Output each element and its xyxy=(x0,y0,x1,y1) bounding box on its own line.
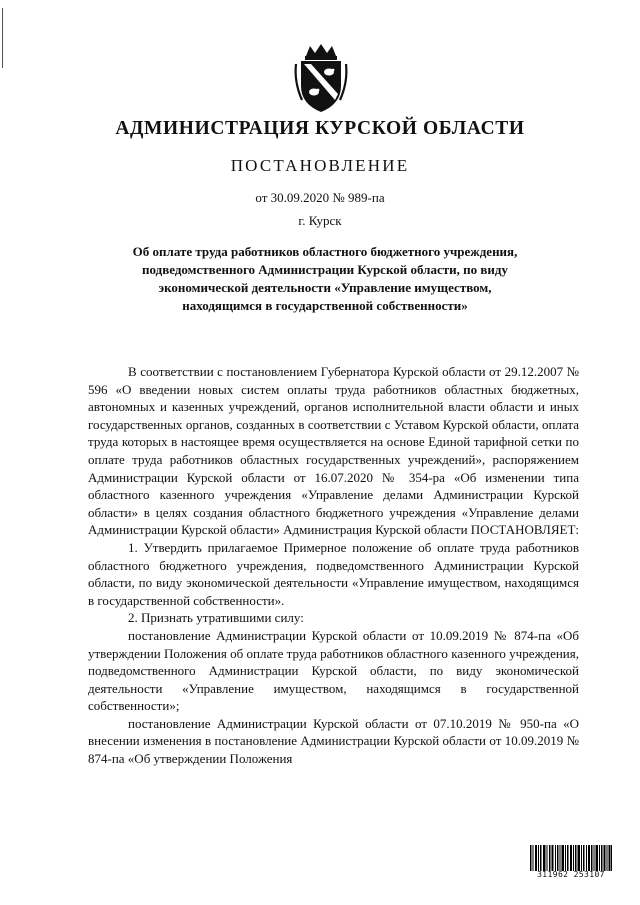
city: г. Курск xyxy=(298,213,342,228)
preamble-paragraph: В соответствии с постановлением Губернатора Курской области от 29.12.2007 № 596 «О введении новых систем оплаты труда работников областных бюджетных, автономных и казенных учреждений, органов исполнительной власти области и иных государственных органов, созданных в соответствии с Уставом Курской области, оплата труда которых в настоящее время осуществляется на основе Единой тарифной сетки по оплате труда работников областных государственных учреждений», распоряжением Администрации Курской области от 16.07.2020 № 354-ра «Об изменении типа областного казенного учреждения «Управление делами Администрации Курской области» в целях создания областного бюджетного учреждения «Управление делами Администрации Курской области» Администрация Курской области ПОСТАНОВЛЯЕТ: xyxy=(88,364,580,538)
barcode-icon xyxy=(530,845,612,871)
organization-name: АДМИНИСТРАЦИЯ КУРСКОЙ ОБЛАСТИ xyxy=(115,118,525,139)
barcode-number: 311962 253107 xyxy=(537,870,605,879)
barcode xyxy=(530,845,612,879)
coat-of-arms-icon xyxy=(292,42,350,114)
document-title: Об оплате труда работников областного бюджетного учреждения, подведомственного Администрации Курской области, по виду экономической деятельности «Управление имуществом, находящимся в государственной собственности» xyxy=(132,244,518,313)
date-number: от 30.09.2020 № 989-па xyxy=(255,190,385,205)
item-1-paragraph: 1. Утвердить прилагаемое Примерное положение об оплате труда работников областного бюджетного учреждения, подведомственного Администрации Курской области, по виду экономической деятельности «Управление имуществом, находящимся в государственной собственности». xyxy=(88,539,579,608)
item-2b-paragraph: постановление Администрации Курской области от 07.10.2019 № 950-па «О внесении изменения в постановление Администрации Курской области от 10.09.2019 № 874-па «Об утверждении Положения xyxy=(88,715,579,767)
document-type: ПОСТАНОВЛЕНИЕ xyxy=(230,156,410,175)
margin-line xyxy=(2,8,3,68)
document-body xyxy=(88,363,579,768)
item-2-paragraph: 2. Признать утратившими силу: xyxy=(128,610,304,626)
item-2a-paragraph: постановление Администрации Курской области от 10.09.2019 № 874-па «Об утверждении Положения об оплате труда работников областного казенного учреждения, подведомственного Администрации Курской области, по виду экономической деятельности «Управление имуществом, находящимся в государственной собственности»; xyxy=(88,627,579,714)
